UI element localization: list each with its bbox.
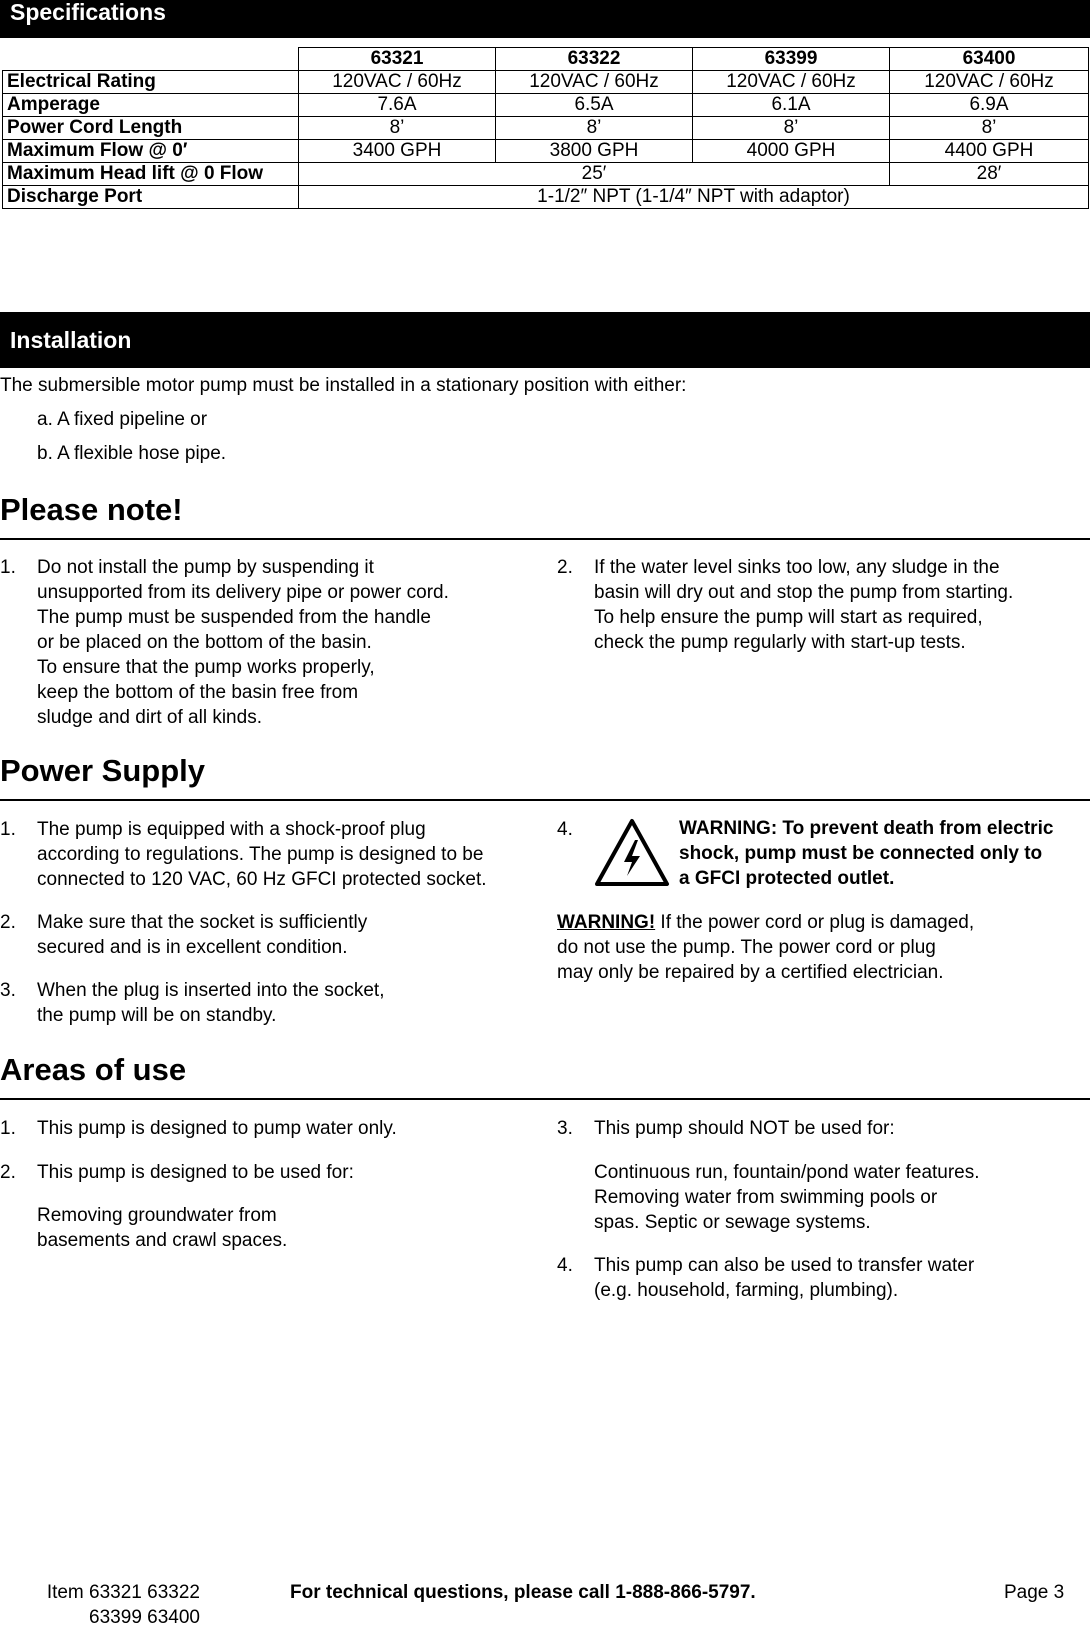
cell: 120VAC / 60Hz <box>299 71 496 94</box>
item-number: 2. <box>0 1162 16 1183</box>
divider <box>0 799 1090 801</box>
cell: 4400 GPH <box>890 140 1089 163</box>
item-number: 3. <box>0 980 16 1001</box>
item-number: 4. <box>557 819 573 840</box>
cell: 8’ <box>693 117 890 140</box>
please-note-heading: Please note! <box>0 492 183 527</box>
cell: 3400 GPH <box>299 140 496 163</box>
item-text: This pump should NOT be used for: <box>594 1118 895 1139</box>
table-row <box>3 186 1089 209</box>
row-label: Electrical Rating <box>3 71 299 94</box>
table-row <box>3 94 1089 117</box>
item-number: 1. <box>0 1118 16 1139</box>
installation-option: b. A flexible hose pipe. <box>37 443 227 464</box>
cell: 120VAC / 60Hz <box>890 71 1089 94</box>
model-header: 63400 <box>890 48 1089 71</box>
row-label: Power Cord Length <box>3 117 299 140</box>
cell: 8’ <box>299 117 496 140</box>
item-number: 2. <box>0 912 16 933</box>
footer-item-line: 63399 63400 <box>89 1607 200 1628</box>
item-text: This pump is designed to be used for: <box>37 1162 354 1183</box>
item-text: If the water level sinks too low, any sludge in the basin will dry out and stop the pump from starting. To help ensure the pump will start as required, check the pump regularly with start-up tests. <box>594 557 1014 653</box>
cell: 1-1/2″ NPT (1-1/4″ NPT with adaptor) <box>299 186 1089 209</box>
item-text: Removing groundwater from basements and crawl spaces. <box>37 1205 288 1251</box>
item-text: This pump is designed to pump water only. <box>37 1118 397 1139</box>
power-cord-warning <box>557 910 1077 985</box>
cell: 120VAC / 60Hz <box>496 71 693 94</box>
gfci-warning: WARNING: To prevent death from electric shock, pump must be connected only to a GFCI protected outlet. <box>679 818 1054 889</box>
cell: 4000 GPH <box>693 140 890 163</box>
areas-of-use-heading: Areas of use <box>0 1052 187 1087</box>
table-row <box>3 163 1089 186</box>
divider <box>0 1098 1090 1100</box>
item-text: Continuous run, fountain/pond water features. Removing water from swimming pools or spas. Septic or sewage systems. <box>594 1162 980 1233</box>
cell: 28′ <box>890 163 1089 186</box>
electric-shock-warning-icon <box>594 818 670 888</box>
footer-tech-support: For technical questions, please call 1-888-866-5797. <box>290 1582 756 1603</box>
divider <box>0 538 1090 540</box>
table-row <box>3 71 1089 94</box>
cell: 6.9A <box>890 94 1089 117</box>
row-label: Maximum Flow @ 0′ <box>3 140 299 163</box>
footer-item-numbers <box>20 1580 200 1630</box>
cell: 120VAC / 60Hz <box>693 71 890 94</box>
table-row <box>3 140 1089 163</box>
item-number: 1. <box>0 819 16 840</box>
specifications-table <box>2 47 1089 209</box>
specifications-header: Specifications <box>0 0 1090 38</box>
row-label: Maximum Head lift @ 0 Flow <box>3 163 299 186</box>
item-number: 1. <box>0 557 16 578</box>
cell: 6.5A <box>496 94 693 117</box>
model-header: 63322 <box>496 48 693 71</box>
footer-page-number: Page 3 <box>1004 1582 1065 1603</box>
cell: 3800 GPH <box>496 140 693 163</box>
item-number: 4. <box>557 1255 573 1276</box>
item-number: 2. <box>557 557 573 578</box>
cell: 8’ <box>890 117 1089 140</box>
item-text: Do not install the pump by suspending it unsupported from its delivery pipe or power cord. The pump must be suspended from the handle or be placed on the bottom of the basin. To ensure that the pump works properly, keep the bottom of the basin free from sludge and dirt of all kinds. <box>37 557 449 728</box>
cell: 6.1A <box>693 94 890 117</box>
item-number: 3. <box>557 1118 573 1139</box>
warning-text: If the power cord or plug is damaged, do not use the pump. The power cord or plug may only be repaired by a certified electrician. <box>557 912 975 983</box>
power-supply-heading: Power Supply <box>0 753 205 788</box>
cell: 7.6A <box>299 94 496 117</box>
cell: 8’ <box>496 117 693 140</box>
installation-option: a. A fixed pipeline or <box>37 409 208 430</box>
warning-label: WARNING! <box>557 912 656 933</box>
model-header: 63399 <box>693 48 890 71</box>
blank-cell <box>3 48 299 71</box>
item-text: Make sure that the socket is sufficiently secured and is in excellent condition. <box>37 912 368 958</box>
installation-header: Installation <box>0 312 1090 368</box>
table-row <box>3 117 1089 140</box>
row-label: Discharge Port <box>3 186 299 209</box>
model-header: 63321 <box>299 48 496 71</box>
item-text: The pump is equipped with a shock-proof plug according to regulations. The pump is designed to be connected to 120 VAC, 60 Hz GFCI protected socket. <box>37 819 487 890</box>
cell: 25′ <box>299 163 890 186</box>
table-header-row <box>3 48 1089 71</box>
item-text: When the plug is inserted into the socket, the pump will be on standby. <box>37 980 385 1026</box>
row-label: Amperage <box>3 94 299 117</box>
footer-item-line: Item 63321 63322 <box>46 1582 200 1603</box>
item-text: This pump can also be used to transfer water (e.g. household, farming, plumbing). <box>594 1255 975 1301</box>
installation-intro: The submersible motor pump must be installed in a stationary position with either: <box>0 375 687 396</box>
